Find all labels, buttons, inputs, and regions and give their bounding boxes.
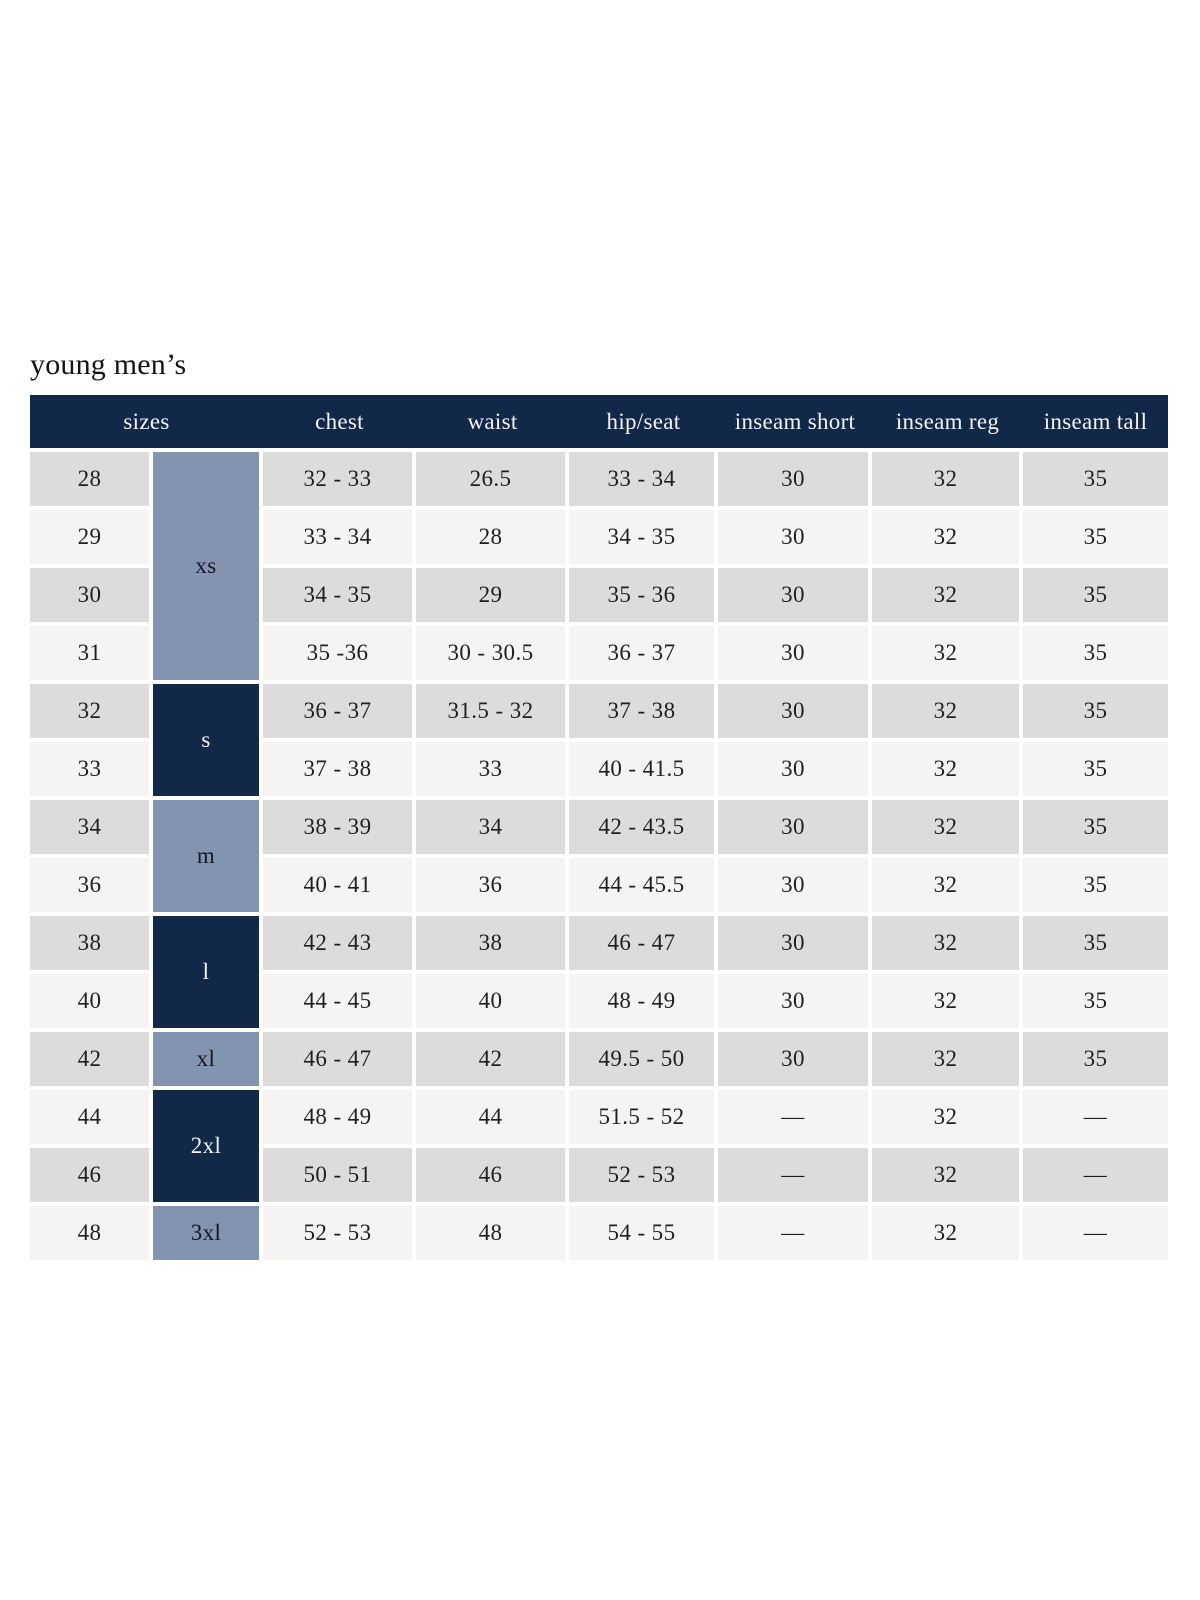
inseam-short-cell: 30 [718, 452, 872, 510]
inseam-short-cell: 30 [718, 742, 872, 800]
inseam-reg-cell: 32 [872, 1148, 1023, 1206]
inseam-reg-cell: 32 [872, 916, 1023, 974]
waist-cell: 36 [416, 858, 569, 916]
table-row [30, 800, 1168, 858]
size-group-cell: xl [153, 1032, 263, 1090]
hip-seat-cell: 37 - 38 [569, 684, 718, 742]
waist-cell: 44 [416, 1090, 569, 1148]
inseam-reg-cell: 32 [872, 742, 1023, 800]
size-cell: 40 [30, 974, 153, 1032]
inseam-short-cell: 30 [718, 858, 872, 916]
size-group-cell: 2xl [153, 1090, 263, 1206]
table-row [30, 684, 1168, 742]
size-cell: 32 [30, 684, 153, 742]
hip-seat-cell: 42 - 43.5 [569, 800, 718, 858]
inseam-short-cell: — [718, 1206, 872, 1264]
chest-cell: 46 - 47 [263, 1032, 416, 1090]
inseam-tall-cell: 35 [1023, 568, 1168, 626]
size-cell: 29 [30, 510, 153, 568]
size-cell: 34 [30, 800, 153, 858]
waist-cell: 42 [416, 1032, 569, 1090]
chest-cell: 40 - 41 [263, 858, 416, 916]
inseam-short-cell: 30 [718, 1032, 872, 1090]
waist-cell: 28 [416, 510, 569, 568]
hip-seat-cell: 51.5 - 52 [569, 1090, 718, 1148]
inseam-tall-cell: 35 [1023, 510, 1168, 568]
inseam-short-cell: — [718, 1090, 872, 1148]
waist-cell: 38 [416, 916, 569, 974]
inseam-tall-cell: 35 [1023, 858, 1168, 916]
chest-cell: 36 - 37 [263, 684, 416, 742]
header-waist: waist [416, 395, 569, 452]
inseam-reg-cell: 32 [872, 452, 1023, 510]
inseam-reg-cell: 32 [872, 1206, 1023, 1264]
size-group-cell: 3xl [153, 1206, 263, 1264]
header-inseam-reg: inseam reg [872, 395, 1023, 452]
waist-cell: 30 - 30.5 [416, 626, 569, 684]
inseam-reg-cell: 32 [872, 684, 1023, 742]
hip-seat-cell: 52 - 53 [569, 1148, 718, 1206]
inseam-reg-cell: 32 [872, 626, 1023, 684]
hip-seat-cell: 33 - 34 [569, 452, 718, 510]
inseam-short-cell: 30 [718, 510, 872, 568]
inseam-tall-cell: 35 [1023, 916, 1168, 974]
table-row [30, 1090, 1168, 1148]
size-cell: 28 [30, 452, 153, 510]
inseam-reg-cell: 32 [872, 858, 1023, 916]
chest-cell: 52 - 53 [263, 1206, 416, 1264]
waist-cell: 33 [416, 742, 569, 800]
chest-cell: 38 - 39 [263, 800, 416, 858]
inseam-short-cell: 30 [718, 974, 872, 1032]
size-cell: 30 [30, 568, 153, 626]
size-cell: 38 [30, 916, 153, 974]
size-cell: 44 [30, 1090, 153, 1148]
chest-cell: 50 - 51 [263, 1148, 416, 1206]
table-header-row [30, 395, 1168, 452]
hip-seat-cell: 49.5 - 50 [569, 1032, 718, 1090]
size-cell: 36 [30, 858, 153, 916]
chest-cell: 48 - 49 [263, 1090, 416, 1148]
inseam-short-cell: — [718, 1148, 872, 1206]
waist-cell: 29 [416, 568, 569, 626]
header-hip-seat: hip/seat [569, 395, 718, 452]
waist-cell: 26.5 [416, 452, 569, 510]
inseam-short-cell: 30 [718, 916, 872, 974]
table-row [30, 452, 1168, 510]
size-group-cell: xs [153, 452, 263, 684]
inseam-short-cell: 30 [718, 568, 872, 626]
chest-cell: 42 - 43 [263, 916, 416, 974]
inseam-short-cell: 30 [718, 800, 872, 858]
size-table-body [30, 452, 1168, 1264]
size-group-cell: m [153, 800, 263, 916]
inseam-reg-cell: 32 [872, 1090, 1023, 1148]
size-cell: 46 [30, 1148, 153, 1206]
inseam-reg-cell: 32 [872, 974, 1023, 1032]
size-group-cell: s [153, 684, 263, 800]
size-chart-table [30, 395, 1168, 1264]
size-cell: 31 [30, 626, 153, 684]
chest-cell: 33 - 34 [263, 510, 416, 568]
chest-cell: 44 - 45 [263, 974, 416, 1032]
inseam-short-cell: 30 [718, 684, 872, 742]
inseam-tall-cell: 35 [1023, 1032, 1168, 1090]
chest-cell: 35 -36 [263, 626, 416, 684]
inseam-tall-cell: — [1023, 1206, 1168, 1264]
chest-cell: 37 - 38 [263, 742, 416, 800]
hip-seat-cell: 44 - 45.5 [569, 858, 718, 916]
header-inseam-tall: inseam tall [1023, 395, 1168, 452]
inseam-reg-cell: 32 [872, 800, 1023, 858]
waist-cell: 40 [416, 974, 569, 1032]
inseam-tall-cell: — [1023, 1090, 1168, 1148]
inseam-tall-cell: 35 [1023, 742, 1168, 800]
inseam-tall-cell: 35 [1023, 452, 1168, 510]
inseam-reg-cell: 32 [872, 510, 1023, 568]
size-group-cell: l [153, 916, 263, 1032]
table-row [30, 1032, 1168, 1090]
size-cell: 33 [30, 742, 153, 800]
header-sizes: sizes [30, 395, 263, 452]
hip-seat-cell: 46 - 47 [569, 916, 718, 974]
waist-cell: 34 [416, 800, 569, 858]
hip-seat-cell: 48 - 49 [569, 974, 718, 1032]
page-title: young men’s [30, 348, 187, 381]
hip-seat-cell: 54 - 55 [569, 1206, 718, 1264]
waist-cell: 46 [416, 1148, 569, 1206]
inseam-short-cell: 30 [718, 626, 872, 684]
header-chest: chest [263, 395, 416, 452]
inseam-tall-cell: 35 [1023, 800, 1168, 858]
hip-seat-cell: 36 - 37 [569, 626, 718, 684]
inseam-reg-cell: 32 [872, 1032, 1023, 1090]
inseam-reg-cell: 32 [872, 568, 1023, 626]
inseam-tall-cell: — [1023, 1148, 1168, 1206]
chest-cell: 32 - 33 [263, 452, 416, 510]
size-cell: 48 [30, 1206, 153, 1264]
header-inseam-short: inseam short [718, 395, 872, 452]
hip-seat-cell: 40 - 41.5 [569, 742, 718, 800]
inseam-tall-cell: 35 [1023, 974, 1168, 1032]
waist-cell: 48 [416, 1206, 569, 1264]
table-row [30, 916, 1168, 974]
inseam-tall-cell: 35 [1023, 626, 1168, 684]
inseam-tall-cell: 35 [1023, 684, 1168, 742]
hip-seat-cell: 35 - 36 [569, 568, 718, 626]
table-row [30, 1206, 1168, 1264]
chest-cell: 34 - 35 [263, 568, 416, 626]
waist-cell: 31.5 - 32 [416, 684, 569, 742]
size-cell: 42 [30, 1032, 153, 1090]
hip-seat-cell: 34 - 35 [569, 510, 718, 568]
